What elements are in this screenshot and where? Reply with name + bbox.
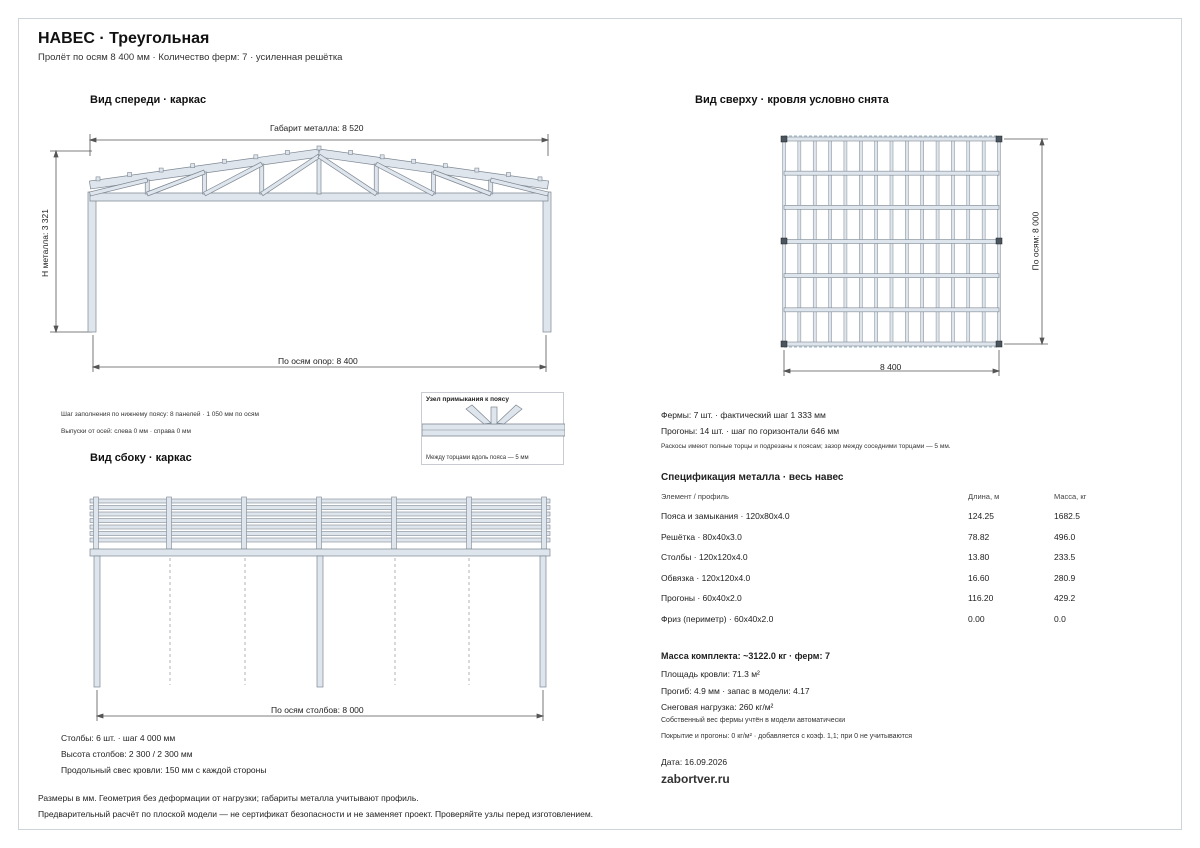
spec-cell-length: 13.80: [968, 552, 990, 562]
side-column: [317, 556, 323, 687]
top-width-label: 8 400: [880, 362, 902, 372]
spec-cell-element: Пояса и замыкания · 120х80х4.0: [661, 511, 790, 521]
front-view-heading: Вид спереди · каркас: [90, 94, 207, 106]
spec-col-mass: Масса, кг: [1054, 492, 1087, 501]
page-title: НАВЕС · Треугольная: [38, 30, 210, 47]
truss-plan: [784, 308, 999, 312]
side-view-frame: [90, 497, 550, 687]
web-vertical: [374, 164, 378, 194]
node-detail-note: Между торцами вдоль пояса — 5 мм: [426, 455, 529, 461]
overhang-info: Продольный свес кровли: 150 мм с каждой стороны: [61, 765, 267, 775]
column-node: [996, 238, 1002, 244]
purlin-section: [380, 155, 384, 159]
site-link[interactable]: zabortver.ru: [661, 772, 730, 786]
purlins-info: Прогоны: 14 шт. · шаг по горизонтали 646 мм: [661, 426, 840, 436]
spec-cell-mass: 0.0: [1054, 614, 1066, 624]
top-view-grid: [781, 136, 1002, 347]
node-detail-inset: [421, 392, 564, 465]
spec-cell-mass: 233.5: [1054, 552, 1076, 562]
purlin-section: [538, 177, 542, 181]
truss-plan: [784, 342, 999, 346]
truss-side: [94, 497, 99, 549]
spec-cell-element: Прогоны · 60х40х2.0: [661, 593, 742, 603]
column-heights-info: Высота столбов: 2 300 / 2 300 мм: [61, 749, 193, 759]
footer-line-1: Размеры в мм. Геометрия без деформации от нагрузки; габариты металла учитывают профиль.: [38, 793, 419, 803]
purlin-section: [506, 172, 510, 176]
spec-cell-element: Столбы · 120х120х4.0: [661, 552, 748, 562]
top-view-heading: Вид сверху · кровля условно снята: [695, 94, 889, 106]
column-node: [996, 136, 1002, 142]
purlin-section: [443, 164, 447, 168]
spec-cell-mass: 280.9: [1054, 573, 1076, 583]
overall-width-label: Габарит металла: 8 520: [270, 123, 364, 133]
purlin-section: [222, 159, 226, 163]
front-view-frame: [88, 146, 551, 332]
spec-cell-length: 116.20: [968, 593, 994, 603]
spec-cell-element: Обвязка · 120х120х4.0: [661, 573, 751, 583]
footer-line-2: Предварительный расчёт по плоской модели — не сертификат безопасности и не заменяет проект. Проверяйте узлы перед изготовлением.: [38, 809, 594, 819]
truss-plan: [784, 274, 999, 278]
spec-cell-element: Решётка · 80х40х3.0: [661, 532, 742, 542]
metal-height-label: Н металла: 3 321: [39, 209, 50, 277]
overhang-note: Выпуски от осей: слева 0 мм · справа 0 мм: [61, 428, 191, 435]
purlin-section: [159, 168, 163, 172]
axes-span-label: По осям опор: 8 400: [278, 356, 358, 366]
side-view-heading: Вид сбоку · каркас: [90, 452, 192, 464]
self-weight-note: Собственный вес фермы учтён в модели автоматически: [661, 717, 846, 724]
purlin-section: [349, 150, 353, 154]
columns-info: Столбы: 6 шт. · шаг 4 000 мм: [61, 733, 176, 743]
fill-step-note: Шаг заполнения по нижнему поясу: 8 панелей · 1 050 мм по осям: [61, 411, 259, 418]
truss-plan: [784, 205, 999, 209]
side-column: [94, 556, 100, 687]
front-post-left: [88, 192, 96, 332]
spec-cell-mass: 1682.5: [1054, 511, 1080, 521]
purlin-section: [412, 159, 416, 163]
braces-note: Раскосы имеют полные торцы и подрезаны к поясам; зазор между соседними торцами — 5 мм.: [661, 443, 951, 450]
web-vertical: [317, 156, 321, 194]
spec-cell-element: Фриз (периметр) · 60х40х2.0: [661, 614, 774, 624]
roof-area: Площадь кровли: 71.3 м²: [661, 669, 760, 679]
side-column: [540, 556, 546, 687]
front-post-right: [543, 192, 551, 332]
cover-note: Покрытие и прогоны: 0 кг/м² · добавляется с коэф. 1,1; при 0 не учитываются: [661, 733, 913, 740]
column-node: [781, 136, 787, 142]
truss-side: [167, 497, 172, 549]
spec-cell-mass: 429.2: [1054, 593, 1076, 603]
trusses-info: Фермы: 7 шт. · фактический шаг 1 333 мм: [661, 410, 826, 420]
spec-cell-length: 78.82: [968, 532, 990, 542]
page-subtitle: Пролёт по осям 8 400 мм · Количество ферм: 7 · усиленная решётка: [38, 52, 343, 63]
truss-side: [542, 497, 547, 549]
spec-cell-length: 0.00: [968, 614, 985, 624]
node-detail-title: Узел примыкания к поясу: [426, 396, 509, 403]
column-node: [781, 341, 787, 347]
purlin-section: [191, 164, 195, 168]
truss-side: [467, 497, 472, 549]
truss-side: [392, 497, 397, 549]
purlin-section: [475, 168, 479, 172]
purlin-section: [254, 155, 258, 159]
spec-cell-mass: 496.0: [1054, 532, 1076, 542]
truss-side: [242, 497, 247, 549]
side-axes-label: По осям столбов: 8 000: [271, 705, 364, 715]
spec-cell-length: 16.60: [968, 573, 990, 583]
truss-plan: [784, 137, 999, 141]
truss-side: [317, 497, 322, 549]
spec-cell-length: 124.25: [968, 511, 994, 521]
purlin-section: [128, 172, 132, 176]
column-node: [781, 238, 787, 244]
column-node: [996, 341, 1002, 347]
spec-heading: Спецификация металла · весь навес: [661, 472, 844, 483]
spec-col-length: Длина, м: [968, 492, 1000, 501]
spec-col-element: Элемент / профиль: [661, 492, 729, 501]
snow-load: Снеговая нагрузка: 260 кг/м²: [661, 702, 774, 712]
truss-plan: [784, 240, 999, 244]
top-depth-label: По осям: 8 000: [1030, 211, 1041, 271]
date-label: Дата: 16.09.2026: [661, 757, 728, 767]
web-vertical: [260, 164, 264, 194]
kit-mass: Масса комплекта: ~3122.0 кг · ферм: 7: [661, 651, 830, 661]
side-beam: [90, 549, 550, 556]
purlin-section: [285, 150, 289, 154]
deflection: Прогиб: 4.9 мм · запас в модели: 4.17: [661, 686, 810, 696]
purlin-section: [96, 177, 100, 181]
purlin-section: [317, 146, 321, 150]
truss-plan: [784, 171, 999, 175]
